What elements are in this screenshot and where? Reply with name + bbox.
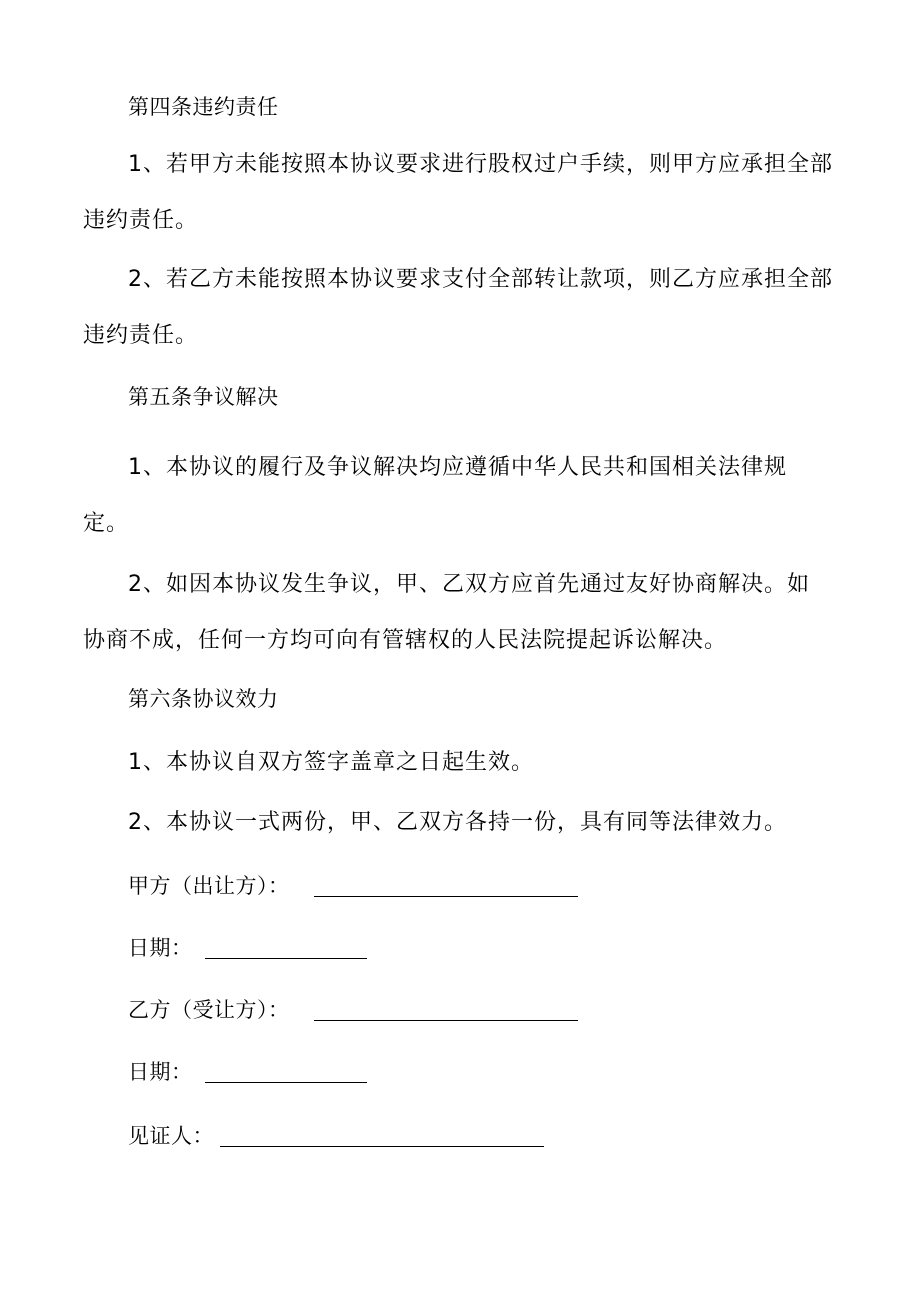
section-5-clause-2-line-2: 协商不成，任何一方均可向有管辖权的人民法院提起诉讼解决。 [83,628,728,653]
section-4-title: 第四条违约责任 [128,95,279,119]
party-b-date-label: 日期： [128,1060,193,1084]
party-b-date-line[interactable] [205,1082,367,1083]
section-4-clause-2-line-2: 违约责任。 [83,323,199,348]
section-6-title: 第六条协议效力 [128,687,279,711]
section-4-clause-1-line-1: 1、若甲方未能按照本协议要求进行股权过户手续，则甲方应承担全部 [128,152,833,177]
party-a-date-line[interactable] [205,958,367,959]
section-4-clause-2-line-1: 2、若乙方未能按照本协议要求支付全部转让款项，则乙方应承担全部 [128,267,833,292]
party-a-date-label: 日期： [128,936,193,960]
section-5-clause-2-line-1: 2、如因本协议发生争议，甲、乙双方应首先通过友好协商解决。如 [128,572,810,597]
section-6-clause-1: 1、本协议自双方签字盖章之日起生效。 [128,750,534,775]
witness-signature-line[interactable] [220,1146,544,1147]
party-b-label: 乙方（受让方）： [128,998,290,1022]
section-5-clause-1-line-1: 1、本协议的履行及争议解决均应遵循中华人民共和国相关法律规 [128,455,787,480]
witness-label: 见证人： [128,1124,214,1148]
section-5-clause-1-line-2: 定。 [83,511,130,536]
party-b-signature-line[interactable] [314,1020,578,1021]
section-6-clause-2: 2、本协议一式两份，甲、乙双方各持一份，具有同等法律效力。 [128,810,787,835]
section-4-clause-1-line-2: 违约责任。 [83,208,199,233]
section-5-title: 第五条争议解决 [128,385,279,409]
party-a-label: 甲方（出让方）： [128,874,290,898]
party-a-signature-line[interactable] [314,896,578,897]
